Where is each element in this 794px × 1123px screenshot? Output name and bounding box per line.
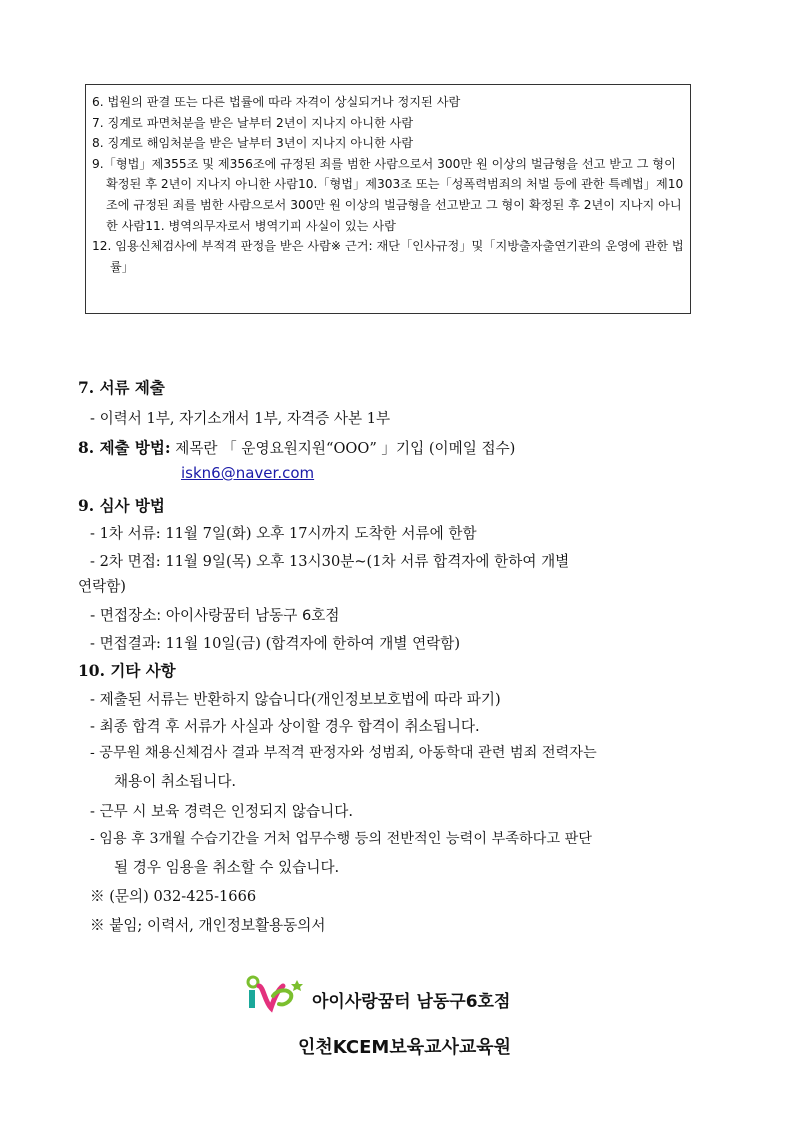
section-7-heading: 7. 서류 제출 (78, 378, 165, 397)
section-10-line-4: - 근무 시 보육 경력은 인정되지 않습니다. (90, 803, 353, 820)
disqualification-item-7: 7. 징계로 파면처분을 받은 날부터 2년이 지나지 아니한 사람 (92, 115, 414, 130)
contact-line: ※ (문의) 032-425-1666 (90, 888, 257, 905)
attachment-line: ※ 붙임; 이력서, 개인정보활용동의서 (90, 917, 326, 934)
section-9-line-3: - 면접장소: 아이사랑꿈터 남동구 6호점 (90, 607, 340, 624)
disqualification-item-6: 6. 법원의 판결 또는 다른 법률에 따라 자격이 상실되거나 정지된 사람 (92, 95, 461, 109)
section-10-line-3b: 채용이 취소됩니다. (114, 773, 237, 790)
section-10-line-5b: 될 경우 임용을 취소할 수 있습니다. (114, 859, 340, 876)
section-9-line-4: - 면접결과: 11월 10일(금) (합격자에 한하여 개별 연락함) (90, 635, 461, 652)
organization-name-2: 인천KCEM보육교사교육원 (298, 1037, 512, 1058)
disqualification-item-8: 8. 징계로 해임처분을 받은 날부터 3년이 지나지 아니한 사람 (92, 136, 414, 151)
section-9-line-1: - 1차 서류: 11월 7일(화) 오후 17시까지 도착한 서류에 한함 (90, 525, 477, 542)
section-8-heading: 8. 제출 방법: (78, 438, 171, 457)
section-10-line-5: - 임용 후 3개월 수습기간을 거처 업무수행 등의 전반적인 능력이 부족하다고 판단 (90, 831, 592, 847)
section-9-heading: 9. 심사 방법 (78, 496, 165, 515)
section-10-line-1: - 제출된 서류는 반환하지 않습니다(개인정보보호법에 따라 파기) (90, 691, 501, 708)
section-10-heading: 10. 기타 사항 (78, 661, 176, 680)
disqualification-box (85, 84, 691, 314)
organization-logo-icon (243, 974, 309, 1014)
organization-name-1: 아이사랑꿈터 남동구6호점 (312, 992, 511, 1012)
section-10-line-2: - 최종 합격 후 서류가 사실과 상이할 경우 합격이 취소됩니다. (90, 718, 480, 735)
section-9-line-2b: 연락함) (78, 578, 126, 595)
section-10-line-3: - 공무원 채용신체검사 결과 부적격 판정자와 성범죄, 아동학대 관련 범죄 전력자는 (90, 745, 597, 761)
disqualification-item-12: 12. 임용신체검사에 부적격 판정을 받은 사람※ 근거: 재단「인사규정」및「지방출자출연기관의 운영에 관한 법률」 (92, 239, 684, 274)
email-line (181, 464, 314, 482)
disqualification-item-9: 9.「형법」제355조 및 제356조에 규정된 죄를 범한 사람으로서 300만 원 이상의 벌금형을 선고 받고 그 형이 확정된 후 2년이 지나지 아니한 사람10.「형법」제303조 또는「성폭력범죄의 처벌 등에 관한 특례법」제10조에 규정된 죄를 범한 사람으로서 300만 원 이상의 벌금형을 선고받고 그 형이 확정된 후 2년이 지나지 아니한 사람11. 병역의무자로서 병역기피 사실이 있는 사람 (92, 156, 684, 233)
email-link[interactable]: iskn6@naver.com (181, 464, 315, 482)
section-8-line (78, 436, 515, 458)
section-7-line: - 이력서 1부, 자기소개서 1부, 자격증 사본 1부 (90, 410, 391, 427)
section-8-text: 제목란 「 운영요원지원“OOO” 」기입 (이메일 접수) (170, 440, 516, 457)
section-9-line-2: - 2차 면접: 11월 9일(목) 오후 13시30분~(1차 서류 합격자에 한하여 개별 (90, 553, 570, 570)
